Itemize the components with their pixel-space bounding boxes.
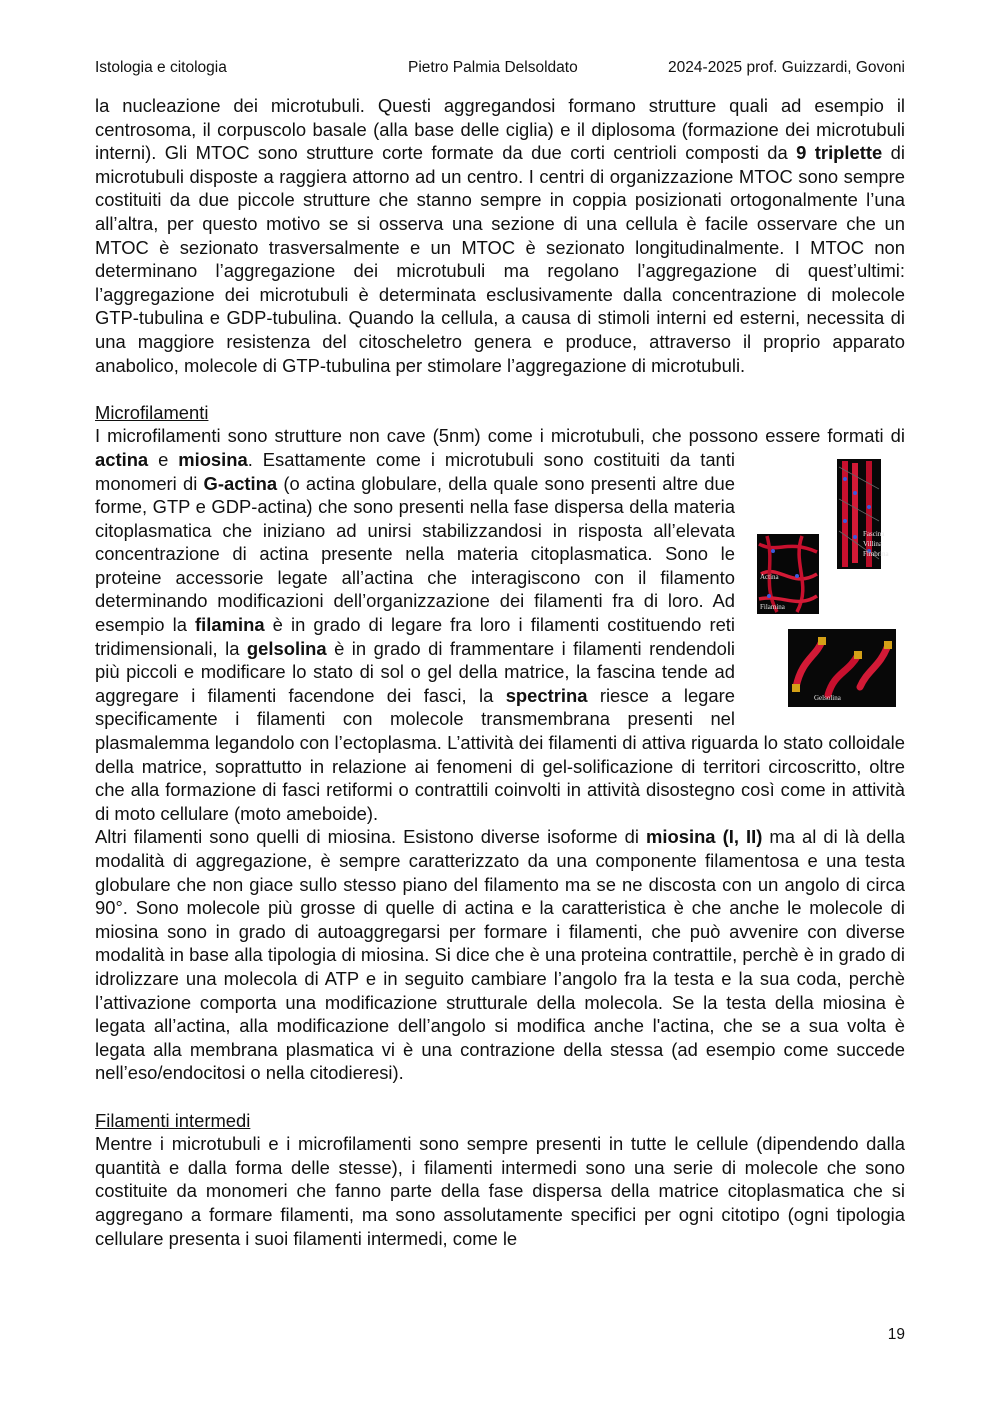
microfilamenti-paragraph <box>95 424 905 825</box>
myo-text-1: Altri filamenti sono quelli di miosina. Esistono diverse isoforme di <box>95 826 647 848</box>
mf-bold-actina: actina <box>95 448 149 470</box>
page-content <box>95 94 905 1250</box>
mf-bold-filamina: filamina <box>195 614 265 636</box>
section-title-filamenti-intermedi: Filamenti intermedi <box>95 1109 251 1131</box>
intro-text-2: di microtubuli disposte a raggiera attorno ad un centro. I centri di organizzazione MTOC sono sempre costituiti da due piccole strutture che stanno sempre in coppia posizionati ortogonalmente l’una all’altra, per questo motivo se si osserva una sezione di una cellula è facile osservare che un MTOC è sezionato trasversalmente e un MTOC è sezionato longitudinalmente. I MTOC non determinano l’aggregazione dei microtubuli ma regolano l’aggregazione di quest’ultimi: l’aggregazione dei microtubuli è determinata esclusivamente dalla concentrazione di molecole GTP-tubulina e GDP-tubulina. Quando la cellula, a causa di stimoli interni ed esterni, necessita di una maggiore resistenza del citoscheletro genera e produce, attraverso il proprio apparato anabolico, molecole di GTP-tubulina per stimolare l’aggregazione di microtubuli. <box>95 142 905 376</box>
header-author: Pietro Palmia Delsoldato <box>408 59 578 76</box>
mf-text-1: I microfilamenti sono strutture non cave (5nm) come i microtubuli, che possono essere formati di <box>95 425 905 447</box>
intro-text-1: la nucleazione dei microtubuli. Questi aggregandosi formano strutture quali ad esempio il centrosoma, il corpuscolo basale (alla base delle ciglia) e il diplosoma (formazione dei microtubuli interni). Gli MTOC sono strutture corte formate da due corti centrioli composti da <box>95 95 905 164</box>
label-filamina: Filamina <box>760 602 785 611</box>
actin-proteins-figure <box>755 451 905 716</box>
mf-bold-gelsolina: gelsolina <box>246 637 327 659</box>
mf-text-4: (o actina globulare, della quale sono presenti altre due forme, GTP e GDP-actina) che sono presenti nella fase dispersa della materia citoplasmatica che iniziano ad unirsi stabilizzandosi in risposta all’elevata concentrazione di actina presente nella materia citoplasmatica. Sono le proteine accessorie legate all’actina che interagiscono con il filamento determinando modificazioni dell’organizzazione dei filamenti fra di loro. Ad esempio la <box>95 472 735 636</box>
myo-bold-miosina: miosina (I, II) <box>646 826 763 848</box>
mf-text-3: . Esattamente come i microtubuli sono costituiti da tanti monomeri di <box>95 448 735 494</box>
label-fascina: Fascina <box>863 529 885 538</box>
mf-text-7: riesce a legare specificamente i filamenti con molecole transmembrana presenti nel plasmalemma legandolo con l’ectoplasma. L’attività dei filamenti di attiva riguarda lo stato colloidale della matrice, soprattutto in relazione ai fenomeni di gel-solificazione di territori circoscritto, oltre che alla formazione di fasci retiformi o contrattili coinvolti in attività disostegno così come in attività di moto cellulare (moto ameboide). <box>95 684 905 824</box>
gelsolin-image <box>788 629 896 707</box>
bundled-filaments-image <box>837 459 889 569</box>
label-gelsolina: Gelsolina <box>814 693 841 702</box>
mf-bold-miosina: miosina <box>178 448 248 470</box>
label-fimbrina: Fimbrina <box>863 549 889 558</box>
label-villina: Villina <box>863 539 883 548</box>
label-actina: Actina <box>760 572 779 581</box>
mf-text-2: e <box>148 448 179 470</box>
miosina-paragraph <box>95 825 905 1085</box>
myo-text-2: ma al di là della modalità di aggregazione, è sempre caratterizzato da una componente filamentosa e una testa globulare che non giace sullo stesso piano del filamento ma se ne discosta con un angolo di circa 90°. Sono molecole più grosse di quelle di actina e la caratteristica è che anche le molecole di miosina sono in grado di autoaggregarsi per formare i filamenti, che può avvenire con diverse modalità in base alla tipologia di miosina. Si dice che è una proteina contrattile, perchè è in grado di idrolizzare una molecola di ATP e in seguito cambiare l’angolo fra la testa e la sua coda, perchè l’attivazione comporta una modificazione strutturale della molecola. Se la testa della miosina è legata all’actina, alla modificazione dell’angolo si modifica anche l'actina, che se a sua volta è legata alla membrana plasmatica vi è una contrazione della stessa (ad esempio come succede nell’eso/endocitosi o nella citodieresi). <box>95 826 905 1084</box>
actin-network-image <box>757 534 819 614</box>
header-year-professors: 2024-2025 prof. Guizzardi, Govoni <box>668 59 905 76</box>
header-course: Istologia e citologia <box>95 59 227 76</box>
section-title-microfilamenti: Microfilamenti <box>95 401 209 423</box>
mf-text-6: è in grado di frammentare i filamenti rendendoli più piccoli e modificare lo stato di sol o gel della matrice, la fascina tende ad aggregare i filamenti facendone dei fasci, la <box>95 637 735 706</box>
intro-bold-triplette: 9 triplette <box>796 142 883 164</box>
mf-bold-spectrina: spectrina <box>505 684 588 706</box>
gelsolin-illustration <box>788 629 896 707</box>
intermedi-paragraph: Mentre i microtubuli e i microfilamenti sono sempre presenti in tutte le cellule (dipendendo dalla quantità e dalla forma delle stesse), i filamenti intermedi sono una serie di molecole che sono costituite da monomeri che fanno parte della fase dispersa della matrice citoplasmatica che si aggregano a formare filamenti, ma sono assolutamente specifici per ogni citotipo (ogni tipologia cellulare presenta i suoi filamenti intermedi, come le <box>95 1133 905 1249</box>
mf-text-5: è in grado di legare fra loro i filamenti costituendo reti tridimensionali, la <box>95 614 736 659</box>
page-number: 19 <box>887 1326 905 1343</box>
intro-paragraph <box>95 94 905 377</box>
page-header <box>95 59 905 79</box>
mf-bold-g-actina: G-actina <box>203 472 278 494</box>
